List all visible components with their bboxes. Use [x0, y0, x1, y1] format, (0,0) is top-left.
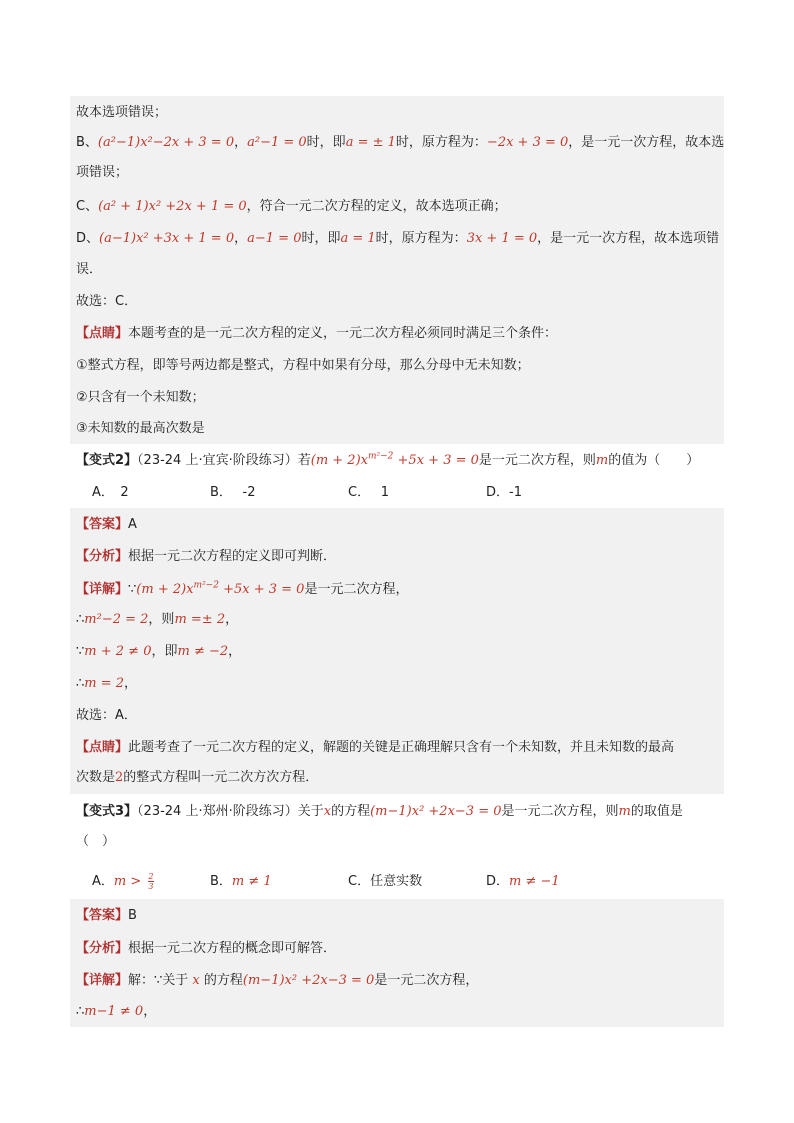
- answer-line: 【答案】A: [76, 517, 137, 532]
- choice-line: 故选：A．: [76, 708, 137, 723]
- condition-3: ③未知数的最高次数是: [76, 421, 205, 436]
- option-c: C．任意实数: [348, 874, 423, 889]
- option-a: A．m > $\frac{2}{3}$: [92, 872, 154, 891]
- text-line: 误．: [76, 262, 103, 277]
- analysis-line: 【分析】根据一元二次方程的概念即可解答．: [76, 941, 337, 956]
- step-1: ∴m−1 ≠ 0，: [76, 1004, 157, 1019]
- text-line: 项错误；: [76, 165, 129, 180]
- step-1: ∴m²−2 = 2，则m =± 2，: [76, 612, 239, 627]
- analysis-line: 【分析】根据一元二次方程的定义即可判断．: [76, 549, 337, 564]
- option-b: B．m ≠ 1: [210, 874, 272, 889]
- option-c: C． 1: [348, 485, 389, 500]
- detail-line: 【详解】∵(m + $2)x^{m^2-2} +5x + 3 = 0$是一元二次方程，: [76, 580, 409, 597]
- question-3: 【变式3】（23-24 上·郑州·阶段练习）关于x的方程(m−1)x² +2x−3 = 0是一元二次方程，则m的取值是: [76, 804, 683, 819]
- answer-line: 【答案】B: [76, 908, 137, 923]
- pointer-line-cont: 次数是2的整式方程叫一元二次方次方程．: [76, 770, 319, 785]
- option-d: D．-1: [486, 485, 522, 500]
- pointer-line: 【点睛】此题考查了一元二次方程的定义，解题的关键是正确理解只含有一个未知数，并且未知数的最高: [76, 740, 675, 755]
- option-b: B． -2: [210, 485, 256, 500]
- text-line: 故本选项错误；: [76, 105, 168, 120]
- detail-line: 【详解】解：∵关于 x 的方程(m−1)x² +2x−3 = 0是一元二次方程，: [76, 973, 479, 988]
- step-2: ∵m + 2 ≠ 0，即m ≠ −2，: [76, 644, 242, 659]
- choice-line: 故选：C．: [76, 294, 138, 309]
- option-d: D．m ≠ −1: [486, 874, 560, 889]
- pointer-line: 【点睛】本题考查的是一元二次方程的定义，一元二次方程必须同时满足三个条件：: [76, 326, 558, 341]
- question-3-paren: （ ）: [76, 834, 116, 849]
- question-2: 【变式2】（23-24 上·宜宾·阶段练习）若$(m + 2)x^{m^2-2} +5x + 3 = 0$是一元二次方程，则m的值为（ ）: [76, 451, 700, 468]
- condition-1: ①整式方程，即等号两边都是整式，方程中如果有分母，那么分母中无未知数；: [76, 358, 530, 373]
- option-d-analysis: D、(a−1)x² +3x + 1 = 0，a−1 = 0时，即a = 1时，原方程为：3x + 1 = 0，是一元一次方程，故本选项错: [76, 231, 720, 246]
- step-3: ∴m = 2，: [76, 676, 138, 691]
- option-a: A． 2: [92, 485, 129, 500]
- option-c-analysis: C、(a² + 1)x² +2x + 1 = 0，符合一元二次方程的定义，故本选项正确；: [76, 199, 507, 214]
- option-b-analysis: B、(a²−1)x²−2x + 3 = 0，a²−1 = 0时，即a = ± 1时，原方程为：−2x + 3 = 0，是一元一次方程，故本选: [76, 135, 725, 150]
- condition-2: ②只含有一个未知数；: [76, 390, 205, 405]
- solution-block-3: [70, 899, 724, 1027]
